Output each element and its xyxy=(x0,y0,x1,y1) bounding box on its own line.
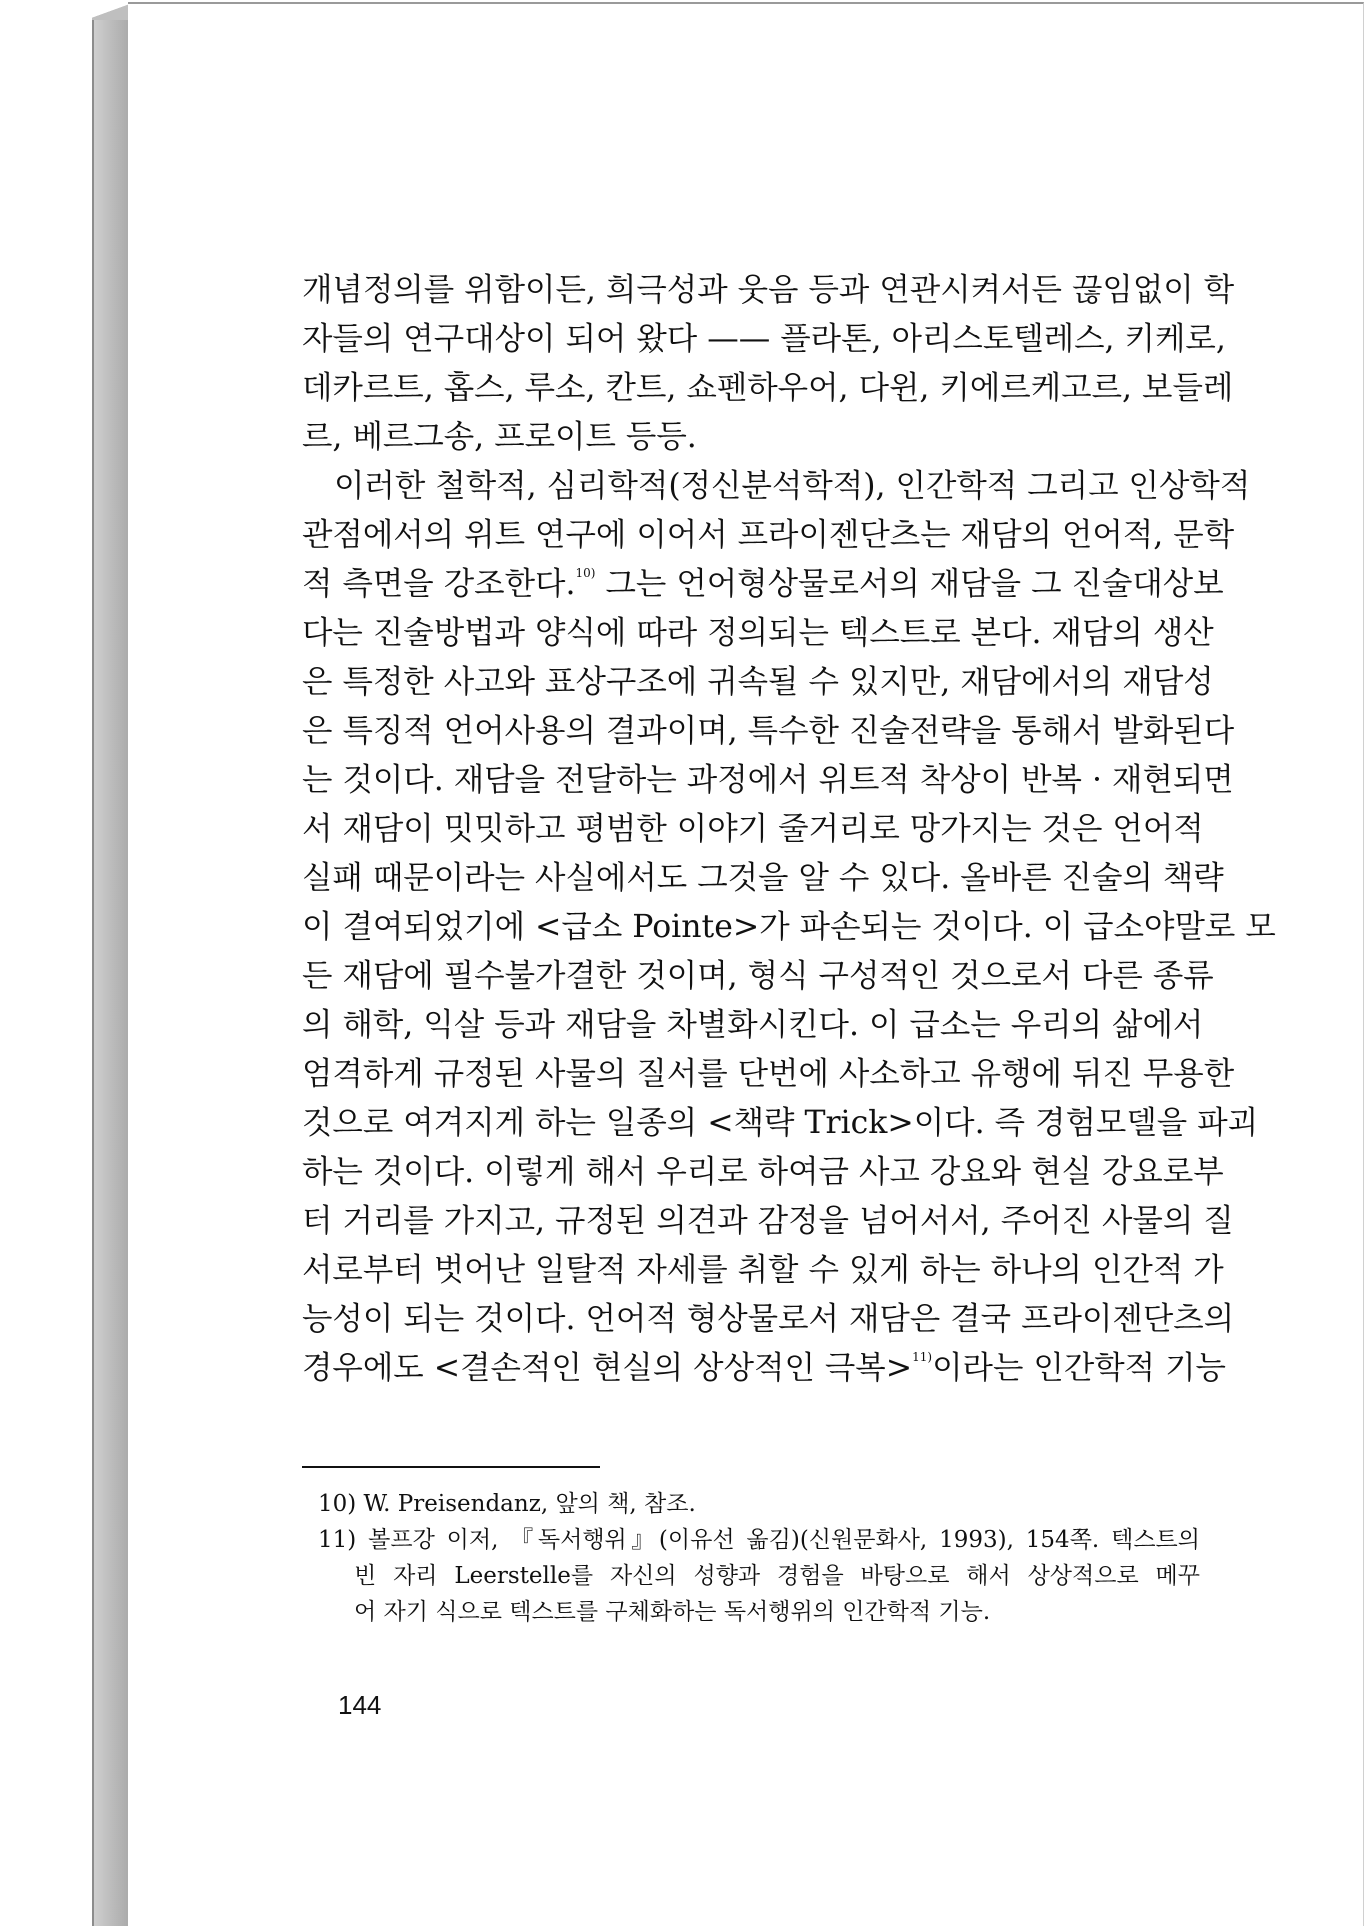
body-line: 은 특정한 사고와 표상구조에 귀속될 수 있지만, 재담에서의 재담성 xyxy=(302,664,1214,700)
body-line-part: 경우에도 <결손적인 현실의 상상적인 극복> xyxy=(302,1350,913,1386)
footnote-ref-10: 10) xyxy=(575,566,596,580)
body-line: 관점에서의 위트 연구에 이어서 프라이젠단츠는 재담의 언어적, 문학 xyxy=(302,517,1235,553)
footnote-rule xyxy=(302,1466,600,1468)
body-line: 르, 베르그송, 프로이트 등등. xyxy=(302,419,697,455)
body-line: 하는 것이다. 이렇게 해서 우리로 하여금 사고 강요와 현실 강요로부 xyxy=(302,1154,1224,1190)
book-edge xyxy=(92,4,130,1926)
body-line: 것으로 여겨지게 하는 일종의 <책략 Trick>이다. 즉 경험모델을 파괴 xyxy=(302,1105,1259,1141)
body-line: 실패 때문이라는 사실에서도 그것을 알 수 있다. 올바른 진술의 책략 xyxy=(302,860,1224,896)
footnote-10: 10) W. Preisendanz, 앞의 책, 참조. xyxy=(318,1491,696,1517)
body-line: 엄격하게 규정된 사물의 질서를 단번에 사소하고 유행에 뒤진 무용한 xyxy=(302,1056,1235,1092)
body-line-part: 이라는 인간학적 기능 xyxy=(932,1350,1226,1386)
footnotes xyxy=(318,1486,1200,1630)
body-line: 이 결여되었기에 <급소 Pointe>가 파손되는 것이다. 이 급소야말로 모 xyxy=(302,909,1276,945)
body-line: 이러한 철학적, 심리학적(정신분석학적), 인간학적 그리고 인상학적 xyxy=(334,468,1251,504)
footnote-11: 11) 볼프강 이저, 『독서행위』(이유선 옮김)(신원문화사, 1993), 154쪽. 텍스트의 xyxy=(318,1527,1200,1553)
body-line: 은 특징적 언어사용의 결과이며, 특수한 진술전략을 통해서 발화된다 xyxy=(302,713,1235,749)
body-line: 능성이 되는 것이다. 언어적 형상물로서 재담은 결국 프라이젠단츠의 xyxy=(302,1301,1235,1337)
body-line: 데카르트, 홉스, 루소, 칸트, 쇼펜하우어, 다윈, 키에르케고르, 보들레 xyxy=(302,370,1234,406)
body-line: 의 해학, 익살 등과 재담을 차별화시킨다. 이 급소는 우리의 삶에서 xyxy=(302,1007,1204,1043)
footnote-11-line: 빈 자리 Leerstelle를 자신의 성향과 경험을 바탕으로 해서 상상적으로 메꾸 xyxy=(354,1563,1200,1589)
body-line: 개념정의를 위함이든, 희극성과 웃음 등과 연관시켜서든 끊임없이 학 xyxy=(302,272,1235,308)
footnote-ref-11: 11) xyxy=(912,1350,933,1364)
body-line: 는 것이다. 재담을 전달하는 과정에서 위트적 착상이 반복 · 재현되면 xyxy=(302,762,1234,798)
body-text xyxy=(302,266,1276,1393)
body-line xyxy=(302,560,1224,609)
body-line: 터 거리를 가지고, 규정된 의견과 감정을 넘어서서, 주어진 사물의 질 xyxy=(302,1203,1234,1239)
body-line xyxy=(302,1344,1226,1393)
body-line: 서로부터 벗어난 일탈적 자세를 취할 수 있게 하는 하나의 인간적 가 xyxy=(302,1252,1224,1288)
body-line: 서 재담이 밋밋하고 평범한 이야기 줄거리로 망가지는 것은 언어적 xyxy=(302,811,1204,847)
body-line-part: 적 측면을 강조한다. xyxy=(302,566,576,602)
footnote-11-line: 어 자기 식으로 텍스트를 구체화하는 독서행위의 인간학적 기능. xyxy=(354,1599,991,1625)
body-line: 자들의 연구대상이 되어 왔다 —— 플라톤, 아리스토텔레스, 키케로, xyxy=(302,321,1226,357)
body-line: 다는 진술방법과 양식에 따라 정의되는 텍스트로 본다. 재담의 생산 xyxy=(302,615,1214,651)
body-line-part: 그는 언어형상물로서의 재담을 그 진술대상보 xyxy=(595,566,1224,602)
body-line: 든 재담에 필수불가결한 것이며, 형식 구성적인 것으로서 다른 종류 xyxy=(302,958,1214,994)
page-number: 144 xyxy=(338,1690,382,1720)
